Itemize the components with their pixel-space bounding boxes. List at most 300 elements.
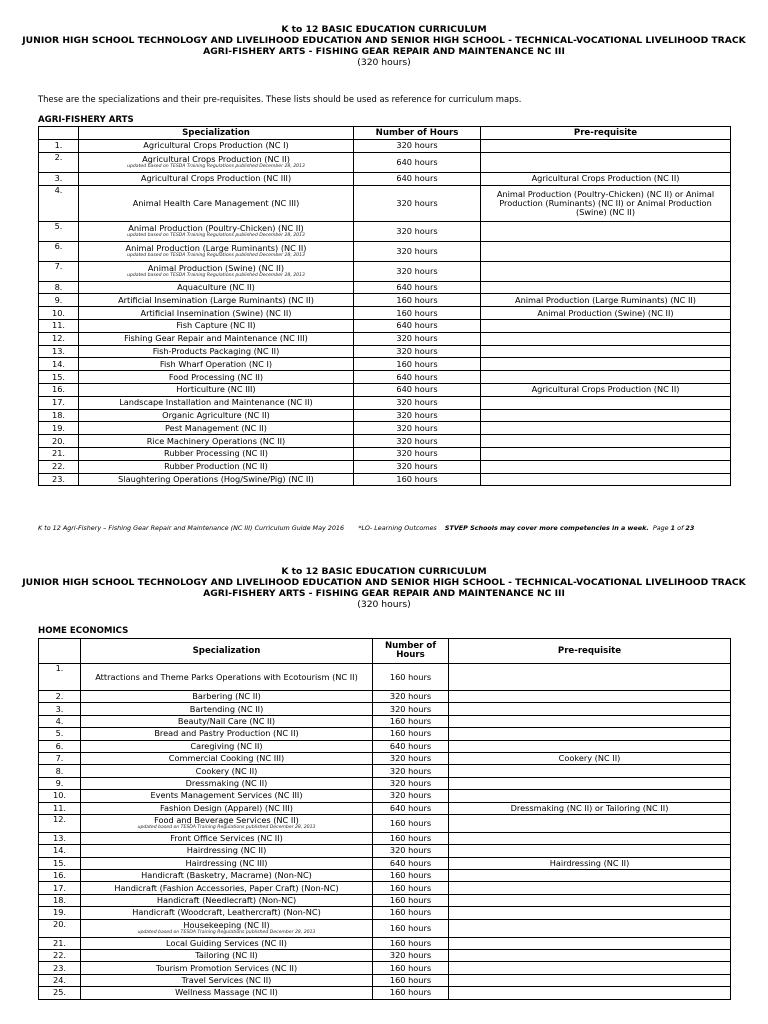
- prerequisite-cell: [449, 907, 731, 919]
- row-number: 4.: [39, 715, 81, 727]
- specialization-cell: [79, 221, 354, 241]
- specialization-name: Fish Wharf Operation (NC I): [159, 358, 273, 369]
- specialization-cell: [81, 765, 373, 777]
- row-number: 6.: [39, 241, 79, 261]
- hours-cell: 320 hours: [354, 447, 481, 460]
- prerequisite-cell: [481, 422, 731, 435]
- table-row: [39, 664, 731, 691]
- hours-cell: 160 hours: [354, 294, 481, 307]
- specialization-name: Agricultural Crops Production (NC I): [143, 140, 289, 151]
- row-number: 15.: [39, 371, 79, 384]
- specialization-name: Handicraft (Needlecraft) (Non-NC): [156, 895, 297, 906]
- prerequisite-cell: [481, 221, 731, 241]
- specialization-name: Front Office Services (NC II): [170, 833, 283, 844]
- specialization-cell: [81, 740, 373, 752]
- row-number: 21.: [39, 447, 79, 460]
- table-row: [39, 396, 731, 409]
- table-row: [39, 907, 731, 919]
- prerequisite-cell: Hairdressing (NC II): [449, 857, 731, 869]
- prerequisite-cell: [449, 919, 731, 937]
- agri-fishery-table: [38, 126, 731, 486]
- specialization-name: Housekeeping (NC II): [183, 920, 270, 931]
- row-number: 20.: [39, 919, 81, 937]
- prerequisite-cell: [449, 715, 731, 727]
- footer-page-total: 23: [685, 524, 695, 532]
- specialization-cell: [81, 664, 373, 691]
- prerequisite-cell: [449, 882, 731, 894]
- specialization-cell: [81, 790, 373, 802]
- table-row: [39, 962, 731, 974]
- specialization-cell: [81, 919, 373, 937]
- footer-page-of: of: [677, 524, 684, 532]
- specialization-name: Travel Services (NC II): [181, 975, 272, 985]
- table-row: [39, 422, 731, 435]
- specialization-name: Slaughtering Operations (Hog/Swine/Pig) (NC II): [118, 473, 314, 484]
- header-cell-hours: Number of Hours: [354, 127, 481, 140]
- row-number: 16.: [39, 870, 81, 882]
- specialization-name: Aquaculture (NC II): [177, 281, 255, 292]
- hours-cell: 320 hours: [354, 241, 481, 261]
- hours-cell: 320 hours: [354, 221, 481, 241]
- hours-cell: 320 hours: [354, 345, 481, 358]
- row-number: 7.: [39, 261, 79, 281]
- table-row: [39, 140, 731, 153]
- prerequisite-cell: Dressmaking (NC II) or Tailoring (NC II): [449, 802, 731, 814]
- section-title-agri: AGRI-FISHERY ARTS: [38, 115, 134, 125]
- header-line-2: JUNIOR HIGH SCHOOL TECHNOLOGY AND LIVELIHOOD EDUCATION AND SENIOR HIGH SCHOOL - TECHNICAL-VOCATIONAL LIVELIHOOD TRACK: [22, 577, 746, 588]
- prerequisite-cell: [449, 937, 731, 949]
- specialization-name: Handicraft (Woodcraft, Leathercraft) (Non-NC): [132, 907, 321, 918]
- specialization-name: Hairdressing (NC III): [185, 857, 268, 868]
- specialization-name: Agricultural Crops Production (NC II): [142, 154, 290, 165]
- specialization-cell: [81, 691, 373, 703]
- prerequisite-cell: [449, 728, 731, 740]
- row-number: 13.: [39, 832, 81, 844]
- prerequisite-cell: Cookery (NC II): [449, 752, 731, 764]
- row-number: 1.: [39, 664, 81, 691]
- table-row: [39, 358, 731, 371]
- hours-cell: 320 hours: [373, 790, 449, 802]
- specialization-cell: [81, 870, 373, 882]
- specialization-cell: [79, 152, 354, 172]
- header-cell-no: [39, 127, 79, 140]
- footer-lo-note: *LO- Learning Outcomes: [358, 524, 437, 532]
- header-line-1: K to 12 BASIC EDUCATION CURRICULUM: [281, 24, 487, 35]
- specialization-cell: [79, 435, 354, 448]
- prerequisite-cell: [449, 832, 731, 844]
- hours-cell: 160 hours: [373, 987, 449, 999]
- table-row: [39, 473, 731, 486]
- specialization-cell: [79, 409, 354, 422]
- specialization-name: Cookery (NC II): [195, 765, 258, 776]
- hours-cell: 160 hours: [354, 473, 481, 486]
- hours-cell: 640 hours: [373, 740, 449, 752]
- hours-cell: 160 hours: [373, 907, 449, 919]
- row-number: 24.: [39, 974, 81, 986]
- header-cell-prerequisite: Pre-requisite: [449, 639, 731, 664]
- row-number: 23.: [39, 962, 81, 974]
- header-line-1: K to 12 BASIC EDUCATION CURRICULUM: [281, 566, 487, 577]
- specialization-name: Rice Machinery Operations (NC II): [146, 435, 286, 446]
- specialization-name: Hairdressing (NC II): [186, 845, 267, 856]
- table-row: [39, 802, 731, 814]
- specialization-cell: [79, 140, 354, 153]
- specialization-name: Artificial Insemination (Swine) (NC II): [140, 307, 292, 318]
- hours-cell: 320 hours: [373, 845, 449, 857]
- prerequisite-cell: Animal Production (Large Ruminants) (NC II): [481, 294, 731, 307]
- specialization-cell: [81, 777, 373, 789]
- table-row: [39, 894, 731, 906]
- specialization-cell: [81, 974, 373, 986]
- specialization-name: Agricultural Crops Production (NC III): [140, 173, 292, 184]
- hours-cell: 320 hours: [354, 409, 481, 422]
- hours-cell: 640 hours: [354, 152, 481, 172]
- specialization-cell: [79, 447, 354, 460]
- table-row: [39, 715, 731, 727]
- specialization-cell: [79, 319, 354, 332]
- table-row: [39, 409, 731, 422]
- specialization-cell: [79, 358, 354, 371]
- specialization-name: Wellness Massage (NC II): [175, 987, 278, 998]
- page-header-2: [0, 566, 768, 610]
- row-number: 22.: [39, 460, 79, 473]
- row-number: 8.: [39, 281, 79, 294]
- prerequisite-cell: [449, 987, 731, 999]
- prerequisite-cell: [449, 765, 731, 777]
- prerequisite-cell: [449, 950, 731, 962]
- row-number: 25.: [39, 987, 81, 999]
- hours-cell: 640 hours: [354, 172, 481, 185]
- intro-text: These are the specializations and their pre-requisites. These lists should be used as reference for curriculum maps.: [38, 94, 522, 104]
- specialization-cell: [81, 814, 373, 832]
- hours-cell: 160 hours: [373, 962, 449, 974]
- prerequisite-cell: [481, 447, 731, 460]
- row-number: 11.: [39, 319, 79, 332]
- specialization-cell: [79, 383, 354, 396]
- specialization-name: Organic Agriculture (NC II): [162, 409, 270, 420]
- table-row: [39, 281, 731, 294]
- hours-cell: 160 hours: [373, 664, 449, 691]
- specialization-name: Attractions and Theme Parks Operations with Ecotourism (NC II): [95, 671, 358, 682]
- table-row: [39, 371, 731, 384]
- prerequisite-cell: [449, 703, 731, 715]
- hours-cell: 640 hours: [373, 857, 449, 869]
- specialization-cell: [79, 172, 354, 185]
- specialization-name: Fishing Gear Repair and Maintenance (NC III): [124, 333, 308, 344]
- hours-cell: 320 hours: [354, 332, 481, 345]
- prerequisite-cell: [481, 281, 731, 294]
- row-number: 16.: [39, 383, 79, 396]
- table-row: [39, 383, 731, 396]
- prerequisite-cell: [481, 396, 731, 409]
- prerequisite-cell: [449, 740, 731, 752]
- specialization-name: Artificial Insemination (Large Ruminants) (NC II): [118, 294, 314, 305]
- table-header-row: [39, 127, 731, 140]
- table-row: [39, 345, 731, 358]
- table-row: [39, 857, 731, 869]
- update-note: updated based on TESDA Training Regulations published December 28, 2013: [137, 930, 316, 936]
- table-row: [39, 241, 731, 261]
- specialization-cell: [79, 473, 354, 486]
- hours-cell: 640 hours: [354, 383, 481, 396]
- table-row: [39, 185, 731, 221]
- specialization-name: Tourism Promotion Services (NC II): [155, 962, 298, 973]
- hours-cell: 160 hours: [373, 728, 449, 740]
- row-number: 23.: [39, 473, 79, 486]
- table-row: [39, 221, 731, 241]
- update-note: updated based on TESDA Training Regulations published December 28, 2013: [127, 164, 305, 170]
- hours-cell: 160 hours: [373, 715, 449, 727]
- header-cell-hours: Number of Hours: [373, 639, 449, 664]
- table-row: [39, 870, 731, 882]
- row-number: 19.: [39, 907, 81, 919]
- page-header: [0, 24, 768, 68]
- specialization-name: Local Guiding Services (NC II): [166, 937, 287, 948]
- header-line-4: (320 hours): [357, 599, 411, 610]
- header-cell-specialization: Specialization: [79, 127, 354, 140]
- specialization-name: Bread and Pastry Production (NC II): [154, 728, 299, 739]
- footer-stvep-note: STVEP Schools may cover more competencies in a week.: [444, 524, 649, 532]
- table-row: [39, 987, 731, 999]
- footer-page-number: 1: [670, 524, 676, 532]
- row-number: 6.: [39, 740, 81, 752]
- specialization-name: Landscape Installation and Maintenance (NC II): [119, 397, 313, 408]
- table-row: [39, 790, 731, 802]
- specialization-cell: [79, 261, 354, 281]
- specialization-cell: [79, 422, 354, 435]
- specialization-name: Rubber Processing (NC II): [164, 448, 268, 459]
- table-row: [39, 832, 731, 844]
- specialization-name: Bartending (NC II): [189, 703, 264, 714]
- hours-cell: 160 hours: [373, 814, 449, 832]
- table-row: [39, 777, 731, 789]
- prerequisite-cell: [481, 435, 731, 448]
- row-number: 2.: [39, 152, 79, 172]
- specialization-cell: [79, 241, 354, 261]
- table-row: [39, 152, 731, 172]
- specialization-name: Fish Capture (NC II): [176, 320, 256, 331]
- row-number: 14.: [39, 358, 79, 371]
- specialization-name: Fish-Products Packaging (NC II): [152, 345, 280, 356]
- specialization-cell: [81, 962, 373, 974]
- hours-cell: 640 hours: [373, 802, 449, 814]
- specialization-cell: [79, 371, 354, 384]
- specialization-cell: [79, 294, 354, 307]
- hours-cell: 320 hours: [354, 261, 481, 281]
- row-number: 9.: [39, 777, 81, 789]
- specialization-cell: [79, 185, 354, 221]
- table-row: [39, 814, 731, 832]
- table-row: [39, 172, 731, 185]
- specialization-cell: [81, 845, 373, 857]
- table-row: [39, 435, 731, 448]
- prerequisite-cell: [481, 409, 731, 422]
- specialization-cell: [81, 728, 373, 740]
- hours-cell: 640 hours: [354, 281, 481, 294]
- specialization-cell: [79, 396, 354, 409]
- prerequisite-cell: [481, 140, 731, 153]
- header-cell-specialization: Specialization: [81, 639, 373, 664]
- row-number: 1.: [39, 140, 79, 153]
- hours-cell: 320 hours: [373, 703, 449, 715]
- table-row: [39, 319, 731, 332]
- document-page-2: [0, 548, 768, 1024]
- specialization-cell: [81, 802, 373, 814]
- row-number: 14.: [39, 845, 81, 857]
- specialization-name: Beauty/Nail Care (NC II): [177, 715, 276, 726]
- table-row: [39, 765, 731, 777]
- prerequisite-cell: [481, 241, 731, 261]
- prerequisite-cell: [449, 790, 731, 802]
- table-row: [39, 937, 731, 949]
- prerequisite-cell: [481, 319, 731, 332]
- prerequisite-cell: Animal Production (Poultry-Chicken) (NC II) or Animal Production (Ruminants) (NC II) or Animal Production (Swine) (NC II): [481, 185, 731, 221]
- table-row: [39, 919, 731, 937]
- home-economics-table: [38, 638, 731, 1000]
- specialization-cell: [81, 907, 373, 919]
- hours-cell: 160 hours: [354, 358, 481, 371]
- specialization-cell: [81, 703, 373, 715]
- hours-cell: 160 hours: [373, 832, 449, 844]
- prerequisite-cell: [449, 664, 731, 691]
- specialization-name: Animal Production (Swine) (NC II): [147, 263, 285, 274]
- specialization-name: Animal Production (Poultry-Chicken) (NC II): [128, 223, 304, 234]
- specialization-cell: [79, 332, 354, 345]
- specialization-name: Tailoring (NC II): [195, 950, 258, 961]
- specialization-name: Handicraft (Basketry, Macrame) (Non-NC): [141, 870, 312, 881]
- prerequisite-cell: [449, 870, 731, 882]
- header-line-4: (320 hours): [357, 57, 411, 68]
- header-line-2: JUNIOR HIGH SCHOOL TECHNOLOGY AND LIVELIHOOD EDUCATION AND SENIOR HIGH SCHOOL - TECHNICAL-VOCATIONAL LIVELIHOOD TRACK: [22, 35, 746, 46]
- table-row: [39, 882, 731, 894]
- prerequisite-cell: [449, 845, 731, 857]
- specialization-cell: [79, 460, 354, 473]
- row-number: 19.: [39, 422, 79, 435]
- specialization-cell: [81, 857, 373, 869]
- page-footer: [38, 524, 738, 532]
- specialization-name: Rubber Production (NC II): [164, 461, 268, 472]
- specialization-name: Events Management Services (NC III): [150, 790, 303, 801]
- row-number: 12.: [39, 814, 81, 832]
- specialization-name: Animal Production (Large Ruminants) (NC II): [125, 243, 307, 254]
- hours-cell: 160 hours: [373, 870, 449, 882]
- row-number: 5.: [39, 728, 81, 740]
- table-row: [39, 460, 731, 473]
- specialization-name: Pest Management (NC II): [165, 422, 267, 433]
- hours-cell: 320 hours: [354, 460, 481, 473]
- header-cell-no: [39, 639, 81, 664]
- prerequisite-cell: Animal Production (Swine) (NC II): [481, 307, 731, 320]
- specialization-name: Handicraft (Fashion Accessories, Paper Craft) (Non-NC): [114, 882, 339, 893]
- specialization-name: Commercial Cooking (NC III): [168, 753, 285, 764]
- specialization-cell: [81, 987, 373, 999]
- table-row: [39, 691, 731, 703]
- hours-cell: 320 hours: [354, 140, 481, 153]
- row-number: 9.: [39, 294, 79, 307]
- prerequisite-cell: [481, 371, 731, 384]
- prerequisite-cell: [481, 358, 731, 371]
- specialization-name: Food and Beverage Services (NC II): [154, 815, 299, 826]
- prerequisite-cell: Agricultural Crops Production (NC II): [481, 383, 731, 396]
- table-row: [39, 447, 731, 460]
- specialization-cell: [81, 882, 373, 894]
- table-row: [39, 703, 731, 715]
- footer-guide: K to 12 Agri-Fishery – Fishing Gear Repair and Maintenance (NC III) Curriculum Guide May 2016: [38, 524, 345, 532]
- specialization-name: Caregiving (NC II): [190, 740, 263, 751]
- update-note: updated based on TESDA Training Regulations published December 28, 2013: [137, 825, 316, 831]
- specialization-cell: [81, 937, 373, 949]
- hours-cell: 320 hours: [354, 396, 481, 409]
- specialization-cell: [81, 715, 373, 727]
- specialization-cell: [81, 894, 373, 906]
- header-line-3: AGRI-FISHERY ARTS - FISHING GEAR REPAIR AND MAINTENANCE NC III: [203, 46, 565, 57]
- row-number: 7.: [39, 752, 81, 764]
- table-row: [39, 728, 731, 740]
- hours-cell: 320 hours: [373, 752, 449, 764]
- specialization-cell: [81, 832, 373, 844]
- hours-cell: 320 hours: [373, 765, 449, 777]
- table-row: [39, 845, 731, 857]
- hours-cell: 320 hours: [354, 422, 481, 435]
- hours-cell: 160 hours: [373, 937, 449, 949]
- table-row: [39, 752, 731, 764]
- prerequisite-cell: [481, 261, 731, 281]
- specialization-name: Horticulture (NC III): [176, 384, 256, 395]
- prerequisite-cell: [449, 974, 731, 986]
- row-number: 5.: [39, 221, 79, 241]
- specialization-cell: [79, 307, 354, 320]
- prerequisite-cell: [481, 332, 731, 345]
- table-row: [39, 261, 731, 281]
- hours-cell: 160 hours: [373, 974, 449, 986]
- row-number: 17.: [39, 396, 79, 409]
- prerequisite-cell: [449, 777, 731, 789]
- specialization-cell: [79, 345, 354, 358]
- update-note: updated based on TESDA Training Regulations published December 28, 2013: [127, 253, 305, 259]
- row-number: 8.: [39, 765, 81, 777]
- prerequisite-cell: [449, 691, 731, 703]
- specialization-cell: [81, 950, 373, 962]
- table-row: [39, 950, 731, 962]
- prerequisite-cell: [449, 962, 731, 974]
- row-number: 3.: [39, 172, 79, 185]
- prerequisite-cell: [481, 473, 731, 486]
- prerequisite-cell: [449, 814, 731, 832]
- row-number: 13.: [39, 345, 79, 358]
- row-number: 17.: [39, 882, 81, 894]
- hours-cell: 320 hours: [354, 185, 481, 221]
- row-number: 12.: [39, 332, 79, 345]
- prerequisite-cell: [481, 152, 731, 172]
- update-note: updated based on TESDA Training Regulations published December 28, 2013: [127, 233, 305, 239]
- row-number: 3.: [39, 703, 81, 715]
- row-number: 2.: [39, 691, 81, 703]
- prerequisite-cell: Agricultural Crops Production (NC II): [481, 172, 731, 185]
- specialization-cell: [81, 752, 373, 764]
- section-title-home: HOME ECONOMICS: [38, 626, 129, 636]
- table-row: [39, 307, 731, 320]
- specialization-name: Animal Health Care Management (NC III): [132, 197, 300, 208]
- update-note: updated based on TESDA Training Regulations published December 28, 2013: [127, 273, 305, 279]
- prerequisite-cell: [481, 345, 731, 358]
- row-number: 4.: [39, 185, 79, 221]
- row-number: 22.: [39, 950, 81, 962]
- row-number: 10.: [39, 307, 79, 320]
- specialization-name: Fashion Design (Apparel) (NC III): [160, 802, 293, 813]
- table-row: [39, 740, 731, 752]
- hours-cell: 160 hours: [373, 919, 449, 937]
- row-number: 11.: [39, 802, 81, 814]
